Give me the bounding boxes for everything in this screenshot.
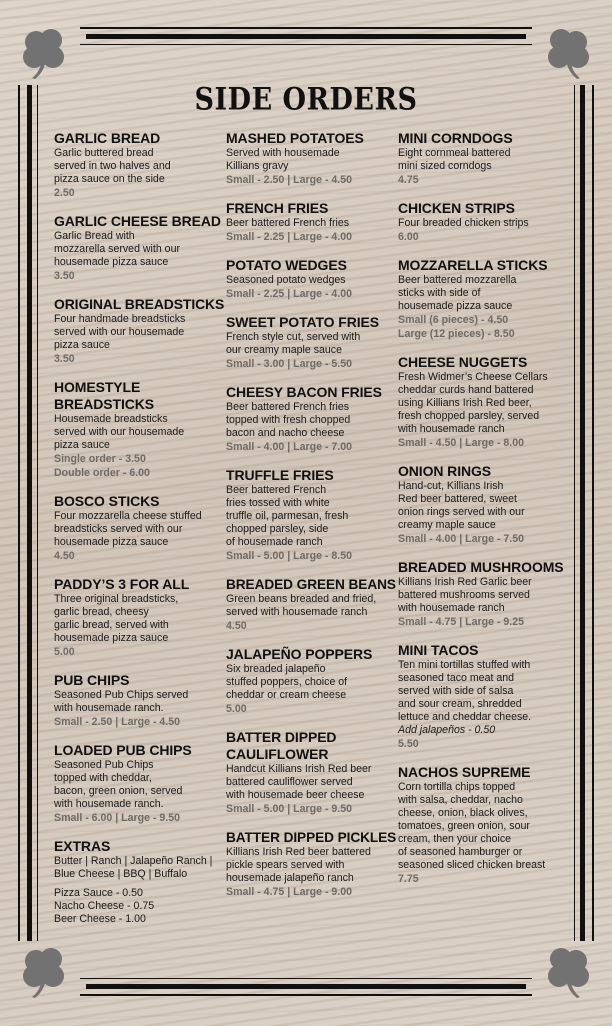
item-description [226,274,396,287]
item-name-line: MASHED POTATOES [226,130,364,146]
item-description-line: with salsa, cheddar, nacho [398,794,523,806]
menu-item [398,764,570,886]
item-description-line: served with our housemade [54,426,185,438]
item-description-line: bacon and nacho cheese [226,427,345,439]
menu-item [226,646,396,716]
menu-column-2 [226,130,396,912]
item-description-line: mozzarella served with our [54,243,180,255]
item-description-line: Garlic Bread with [54,230,135,242]
item-name [54,296,224,313]
item-description-line: Beer battered mozzarella [398,274,517,286]
item-description-line: Served with housemade [226,147,340,159]
item-name-line: JALAPEÑO POPPERS [226,646,373,662]
menu-item [398,200,570,244]
bottom-rule-inner [80,978,532,979]
item-price [398,872,570,886]
item-price [226,885,396,899]
item-price [54,549,224,563]
shamrock-icon-top-left [18,26,72,80]
item-price [226,357,396,371]
item-price [54,715,224,729]
item-name [398,257,570,274]
item-description [398,274,570,313]
top-rule-thick [86,34,526,39]
item-price [226,287,396,301]
item-description-line: Garlic buttered bread [54,147,154,159]
item-price-line: 5.00 [226,703,247,715]
item-description-line: housemade jalapeño ranch [226,872,354,884]
item-name-line: FRENCH FRIES [226,200,329,216]
item-price [226,173,396,187]
item-price [54,452,224,480]
item-description [398,371,570,436]
extras-item: Beer Cheese - 1.00 [54,913,146,925]
item-description-line: using Killians Irish Red beer, [398,397,532,409]
item-description-line: Six breaded jalapeño [226,663,326,675]
item-description-line: battered cauliflower served [226,776,353,788]
item-price-line: Large (12 pieces) - 8.50 [398,328,515,340]
item-price-line: 5.00 [54,646,75,658]
item-name-line: BREADED MUSHROOMS [398,559,564,575]
right-border-thick [580,85,585,941]
item-price-line: Small - 4.75 | Large - 9.00 [226,886,353,898]
item-price-line: Small - 5.00 | Large - 8.50 [226,550,353,562]
item-description [54,593,224,645]
item-description-line: creamy maple sauce [398,519,496,531]
menu-item [54,838,224,926]
item-name [54,379,224,413]
item-description-line: bacon, green onion, served [54,785,183,797]
item-price [226,549,396,563]
item-name-line: HOMESTYLE [54,379,141,395]
item-note: Add jalapeños - 0.50 [398,724,496,736]
item-price-line: 6.00 [398,231,419,243]
item-description [226,484,396,549]
item-name [398,130,570,147]
menu-item [226,257,396,301]
item-price-line: Small - 2.25 | Large - 4.00 [226,231,353,243]
item-description [226,593,396,619]
item-name [226,257,396,274]
item-price-line: Small - 4.50 | Large - 8.00 [398,437,525,449]
item-name [54,742,224,759]
item-price [398,230,570,244]
item-description-line: cheddar curds hand battered [398,384,534,396]
item-price [398,532,570,546]
menu-item [398,130,570,187]
extras-item: Pizza Sauce - 0.50 [54,887,143,899]
item-price-line: Small - 4.75 | Large - 9.25 [398,616,525,628]
menu-item [226,467,396,563]
item-description-line: housemade pizza sauce [54,256,169,268]
item-price-line: 4.50 [54,550,75,562]
item-description-line: Seasoned potato wedges [226,274,346,286]
item-description-line: with housemade ranch. [54,798,164,810]
item-price-line: 3.50 [54,353,75,365]
item-price [54,811,224,825]
item-name-line: BATTER DIPPED [226,729,337,745]
item-description-line: cream, then your choice [398,833,512,845]
item-description-line: with housemade ranch [398,602,505,614]
item-description-line: Housemade breadsticks [54,413,168,425]
item-description-line: housemade pizza sauce [54,632,169,644]
item-description [226,846,396,885]
item-description-line: pizza sauce [54,439,110,451]
bottom-rule-thick [86,984,526,989]
item-name-line: BOSCO STICKS [54,493,160,509]
menu-item [54,296,224,366]
item-price [226,802,396,816]
item-description-line: with housemade beer cheese [226,789,365,801]
menu-item [226,130,396,187]
item-description [398,147,570,173]
page-title: SIDE ORDERS [194,81,418,118]
shamrock-icon-bottom-left [18,945,72,999]
item-description-line: Three original breadsticks, [54,593,179,605]
item-price [226,702,396,716]
menu-item [398,463,570,546]
item-description-line: onion rings served with our [398,506,525,518]
item-name-line: GARLIC CHEESE BREAD [54,213,221,229]
item-description-line: our creamy maple sauce [226,344,342,356]
item-description-line: seasoned sliced chicken breast [398,859,546,871]
item-description-line: chopped parsley, side [226,523,329,535]
item-description-line: Corn tortilla chips topped [398,781,516,793]
item-name [54,493,224,510]
item-description-line: truffle oil, parmesan, fresh [226,510,349,522]
item-price [398,173,570,187]
item-description-line: topped with fresh chopped [226,414,351,426]
item-description-line: Eight cornmeal battered [398,147,511,159]
menu-item [226,829,396,899]
item-price-line: Small (6 pieces) - 4.50 [398,314,509,326]
item-name [226,576,396,593]
menu-item [54,213,224,283]
right-border-outer [592,85,594,941]
item-name-line: CHEESY BACON FRIES [226,384,382,400]
menu-item [226,729,396,816]
item-name-line: LOADED PUB CHIPS [54,742,192,758]
item-description-line: fresh chopped parsley, served [398,410,540,422]
menu-item [398,642,570,751]
menu-column-1 [54,130,224,939]
item-name-line: POTATO WEDGES [226,257,347,273]
item-name [226,384,396,401]
left-border-thick [27,85,32,941]
item-name [54,576,224,593]
item-description-line: of housemade ranch [226,536,323,548]
menu-item [54,576,224,659]
item-price-line: 4.75 [398,174,419,186]
menu-item [54,379,224,480]
item-name [226,130,396,147]
item-price [54,645,224,659]
item-price-line: 3.50 [54,270,75,282]
item-description-line: Beer battered French fries [226,217,350,229]
item-description-line: housemade pizza sauce [54,536,169,548]
item-description-line: mini sized corndogs [398,160,492,172]
item-name-line: BATTER DIPPED PICKLES [226,829,397,845]
item-description [398,480,570,532]
item-name [398,463,570,480]
item-description-line: French style cut, served with [226,331,361,343]
item-description-line: of seasoned hamburger or [398,846,523,858]
item-description [54,147,224,186]
item-price-line: Small - 2.25 | Large - 4.00 [226,288,353,300]
item-name-line: TRUFFLE FRIES [226,467,334,483]
item-name [398,559,570,576]
top-rule-outer [80,27,532,29]
item-price [226,440,396,454]
item-description-line: lettuce and cheddar cheese. [398,711,532,723]
item-description [54,689,224,715]
item-description [54,413,224,452]
item-description-line: Butter | Ranch | Jalapeño Ranch | [54,855,213,867]
item-name-line: NACHOS SUPREME [398,764,531,780]
item-name-line: ORIGINAL BREADSTICKS [54,296,225,312]
item-description-line: Ten mini tortillas stuffed with [398,659,531,671]
item-description-line: Seasoned Pub Chips served [54,689,189,701]
item-price-line: Small - 6.00 | Large - 9.50 [54,812,181,824]
item-description-line: topped with cheddar, [54,772,152,784]
item-description-line: Four handmade breadsticks [54,313,186,325]
item-description-line: Red beer battered, sweet [398,493,517,505]
menu-item [398,354,570,450]
item-description-line: Four mozzarella cheese stuffed [54,510,202,522]
item-price-line: 7.75 [398,873,419,885]
item-description-line: sticks with side of [398,287,481,299]
item-price-line: 5.50 [398,738,419,750]
left-border-outer [18,85,20,941]
item-description [398,217,570,230]
menu-item [54,672,224,729]
item-description-line: pizza sauce [54,339,110,351]
item-name-line: SWEET POTATO FRIES [226,314,379,330]
item-description-line: served in two halves and [54,160,171,172]
item-description-line: served with housemade ranch [226,606,368,618]
item-description [398,576,570,615]
item-description-line: Killians Irish Red Garlic beer [398,576,532,588]
item-price [398,615,570,629]
item-price [54,186,224,200]
item-description [54,230,224,269]
item-description-line: fries tossed with white [226,497,330,509]
item-name [54,130,224,147]
item-description-line: breadsticks served with our [54,523,183,535]
item-name-line: PADDY’S 3 FOR ALL [54,576,190,592]
top-rule-inner [80,44,532,45]
item-description-line: Killians gravy [226,160,289,172]
item-description-line: served with our housemade [54,326,185,338]
item-description-line: Four breaded chicken strips [398,217,529,229]
item-description [54,759,224,811]
item-name [398,764,570,781]
menu-item [398,257,570,341]
item-name-line: BREADED GREEN BEANS [226,576,396,592]
bottom-rule-outer [80,994,532,996]
extras-list [54,887,224,926]
item-name-line: PUB CHIPS [54,672,130,688]
item-price [54,352,224,366]
item-description-line: battered mushrooms served [398,589,530,601]
item-price-line: Small - 4.00 | Large - 7.00 [226,441,353,453]
item-name [54,838,224,855]
item-name [226,646,396,663]
item-description-line: Handcut Killians Irish Red beer [226,763,372,775]
item-description [226,763,396,802]
item-description-line: with housemade ranch. [54,702,164,714]
item-name [54,213,224,230]
item-description-line: tomatoes, green onion, sour [398,820,530,832]
item-name-line: CAULIFLOWER [226,746,329,762]
item-price-line: 2.50 [54,187,75,199]
item-description-line: served with side of salsa [398,685,514,697]
menu-item [54,493,224,563]
item-description-line: Hand-cut, Killians Irish [398,480,504,492]
item-price [398,737,570,751]
item-price-line: Double order - 6.00 [54,467,150,479]
item-description [54,510,224,549]
item-description [54,313,224,352]
item-name-line: MOZZARELLA STICKS [398,257,548,273]
item-description-line: garlic bread, cheesy [54,606,149,618]
item-name [226,314,396,331]
item-description [398,781,570,872]
item-price [226,230,396,244]
item-description-line: Blue Cheese | BBQ | Buffalo [54,868,188,880]
item-description-line: and sour cream, shredded [398,698,522,710]
item-name [226,200,396,217]
item-description-line: seasoned taco meat and [398,672,515,684]
item-name [226,829,396,846]
item-price [54,269,224,283]
item-description [54,855,224,881]
item-description-line: pizza sauce on the side [54,173,165,185]
item-name-line: MINI CORNDOGS [398,130,513,146]
item-description-line: Beer battered French fries [226,401,350,413]
item-price-line: Small - 4.00 | Large - 7.50 [398,533,525,545]
item-description [226,331,396,357]
item-price [398,313,570,341]
item-description [226,401,396,440]
item-description-line: Killians Irish Red beer battered [226,846,371,858]
item-price-line: Small - 2.50 | Large - 4.50 [54,716,181,728]
item-description-line: with housemade ranch [398,423,505,435]
item-name [226,729,396,763]
item-description-line: Seasoned Pub Chips [54,759,154,771]
right-border-inner [574,85,575,941]
shamrock-icon-bottom-right [540,945,594,999]
item-name [398,354,570,371]
menu-item [226,200,396,244]
item-price [398,436,570,450]
item-description-line: stuffed poppers, choice of [226,676,348,688]
item-description [398,659,570,724]
item-description-line: cheese, onion, black olives, [398,807,528,819]
item-name [226,467,396,484]
item-description-line: cheddar or cream cheese [226,689,347,701]
item-description [226,663,396,702]
item-name-line: EXTRAS [54,838,111,854]
item-description-line: garlic bread, served with [54,619,169,631]
item-price-line: 4.50 [226,620,247,632]
item-name [398,200,570,217]
menu-column-3 [398,130,570,899]
menu-item [226,576,396,633]
item-price-line: Single order - 3.50 [54,453,146,465]
shamrock-icon-top-right [540,26,594,80]
item-price [226,619,396,633]
item-name [54,672,224,689]
menu-item [398,559,570,629]
menu-item [226,384,396,454]
menu-item [54,742,224,825]
menu-item [54,130,224,200]
item-description [226,217,396,230]
item-price-line: Small - 3.00 | Large - 5.50 [226,358,353,370]
left-border-inner [37,85,38,941]
item-description-line: housemade pizza sauce [398,300,513,312]
menu-item [226,314,396,371]
item-description-line: Fresh Widmer’s Cheese Cellars [398,371,548,383]
item-name-line: GARLIC BREAD [54,130,161,146]
item-price-line: Small - 2.50 | Large - 4.50 [226,174,353,186]
item-name [398,642,570,659]
item-description [226,147,396,173]
item-name-line: ONION RINGS [398,463,492,479]
item-name-line: MINI TACOS [398,642,479,658]
item-name-line: CHEESE NUGGETS [398,354,528,370]
extras-item: Nacho Cheese - 0.75 [54,900,155,912]
item-name-line: BREADSTICKS [54,396,155,412]
item-description-line: Green beans breaded and fried, [226,593,377,605]
item-description-line: Beer battered French [226,484,327,496]
item-price-line: Small - 5.00 | Large - 9.50 [226,803,353,815]
item-name-line: CHICKEN STRIPS [398,200,515,216]
item-description-line: pickle spears served with [226,859,345,871]
